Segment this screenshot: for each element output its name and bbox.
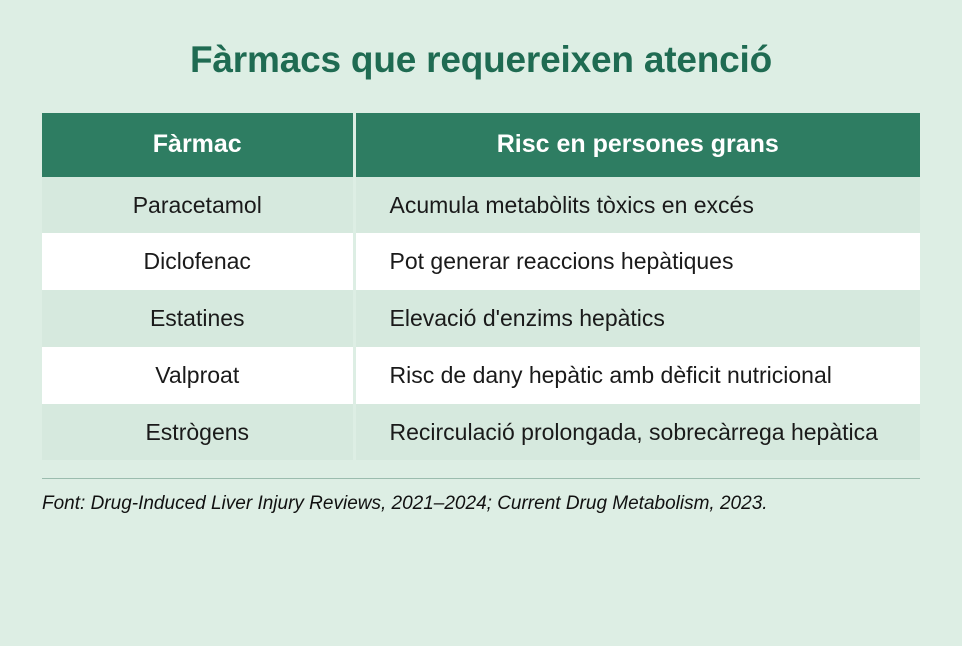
cell-risk: Risc de dany hepàtic amb dèficit nutricional <box>354 347 920 404</box>
page-title: Fàrmacs que requereixen atenció <box>190 39 772 80</box>
table-row <box>42 347 920 404</box>
cell-drug: Estatines <box>42 290 354 347</box>
table-row <box>42 404 920 461</box>
cell-drug: Valproat <box>42 347 354 404</box>
cell-risk: Recirculació prolongada, sobrecàrrega hepàtica <box>354 404 920 461</box>
table-header <box>42 113 920 177</box>
table-body <box>42 177 920 461</box>
drug-table-container <box>42 113 920 461</box>
table-row <box>42 233 920 290</box>
cell-drug: Paracetamol <box>42 177 354 234</box>
table-header-row <box>42 113 920 177</box>
cell-risk: Acumula metabòlits tòxics en excés <box>354 177 920 234</box>
column-header-drug: Fàrmac <box>42 113 354 177</box>
table-row <box>42 290 920 347</box>
table-row <box>42 177 920 234</box>
column-header-risk: Risc en persones grans <box>354 113 920 177</box>
cell-drug: Estrògens <box>42 404 354 461</box>
cell-risk: Elevació d'enzims hepàtics <box>354 290 920 347</box>
cell-risk: Pot generar reaccions hepàtiques <box>354 233 920 290</box>
cell-drug: Diclofenac <box>42 233 354 290</box>
source-note: Font: Drug-Induced Liver Injury Reviews, 2021–2024; Current Drug Metabolism, 2023. <box>42 478 920 515</box>
drug-risk-table <box>42 113 920 461</box>
